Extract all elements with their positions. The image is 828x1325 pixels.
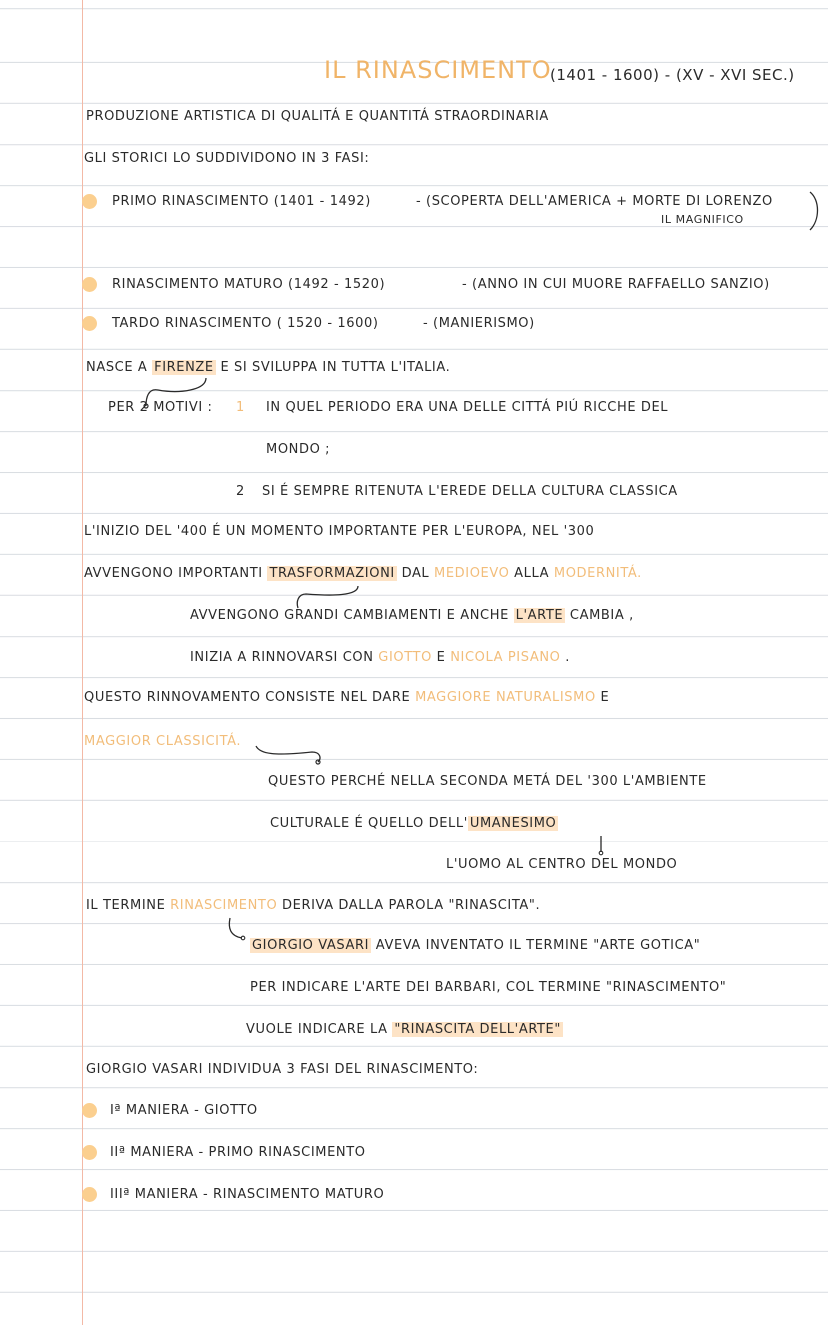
bullet-icon — [82, 316, 97, 331]
intro-line: PRODUZIONE ARTISTICA DI QUALITÁ E QUANTITÁ STRAORDINARIA — [86, 109, 549, 124]
curved-arrow-icon — [254, 744, 334, 772]
vasari-highlight: GIORGIO VASARI — [252, 938, 370, 953]
vasari-heading: GIORGIO VASARI INDIVIDUA 3 FASI DEL RINASCIMENTO: — [86, 1062, 479, 1077]
giotto-line — [190, 650, 570, 666]
rinascimento-word: RINASCIMENTO — [170, 898, 278, 913]
phase-note-continued: IL MAGNIFICO — [661, 213, 744, 226]
text-segment: E — [436, 650, 446, 665]
phase-note: - (SCOPERTA DELL'AMERICA + MORTE DI LORENZO — [416, 194, 773, 209]
text-segment: ALLA — [514, 566, 550, 581]
trasformazioni-line — [84, 566, 642, 582]
vasari-line — [250, 938, 700, 954]
text-segment: E SI SVILUPPA IN TUTTA L'ITALIA. — [220, 360, 451, 375]
phase-name: TARDO RINASCIMENTO ( 1520 - 1600) — [112, 316, 379, 331]
bullet-icon — [82, 1187, 97, 1202]
naturalismo-word: MAGGIORE NATURALISMO — [415, 690, 596, 705]
arte-highlight: L'ARTE — [515, 608, 564, 623]
text-segment: INIZIA A RINNOVARSI CON — [190, 650, 374, 665]
motivi-label: PER 2 MOTIVI : — [108, 400, 213, 415]
bullet-icon — [82, 194, 97, 209]
list-item: IIª MANIERA - PRIMO RINASCIMENTO — [110, 1145, 366, 1160]
firenze-line — [86, 360, 450, 376]
text-segment: CAMBIA , — [569, 608, 634, 623]
modernita-word: MODERNITÁ. — [553, 566, 642, 581]
medioevo-word: MEDIOEVO — [434, 566, 510, 581]
bullet-icon — [82, 277, 97, 292]
motivo-text: IN QUEL PERIODO ERA UNA DELLE CITTÁ PIÚ RICCHE DEL — [266, 400, 669, 415]
arrow-down-icon — [596, 834, 606, 856]
motivo-number: 1 — [236, 400, 245, 415]
text-segment: . — [565, 650, 570, 665]
text-segment: CULTURALE É QUELLO DELL' — [270, 816, 468, 831]
bullet-icon — [82, 1145, 97, 1160]
classicita-line: MAGGIOR CLASSICITÁ. — [84, 734, 242, 749]
rinascita-arte-highlight: "RINASCITA DELL'ARTE" — [394, 1022, 561, 1037]
uomo-centro-line: L'UOMO AL CENTRO DEL MONDO — [446, 857, 678, 872]
cambiamenti-line — [190, 608, 634, 624]
bracket-icon — [808, 190, 824, 234]
curved-arrow-icon — [292, 584, 372, 614]
curved-arrow-icon — [226, 916, 250, 946]
list-item: Iª MANIERA - GIOTTO — [110, 1103, 258, 1118]
umanesimo-highlight: UMANESIMO — [469, 816, 557, 831]
phase-name: RINASCIMENTO MATURO (1492 - 1520) — [112, 277, 386, 292]
motivo-text-continued: MONDO ; — [266, 442, 331, 457]
phases-intro: GLI STORICI LO SUDDIVIDONO IN 3 FASI: — [84, 151, 370, 166]
text-segment: AVVENGONO IMPORTANTI — [84, 566, 263, 581]
list-item: IIIª MANIERA - RINASCIMENTO MATURO — [110, 1187, 385, 1202]
text-segment: DERIVA DALLA PAROLA "RINASCITA". — [282, 898, 541, 913]
title-dates: (1401 - 1600) - (XV - XVI SEC.) — [550, 66, 795, 84]
termine-line — [86, 898, 540, 914]
umanesimo-line — [270, 816, 558, 832]
phase-name: PRIMO RINASCIMENTO (1401 - 1492) — [112, 194, 371, 209]
trasformazioni-highlight: TRASFORMAZIONI — [269, 566, 395, 581]
bullet-icon — [82, 1103, 97, 1118]
text-segment: IL TERMINE — [86, 898, 166, 913]
text-segment: NASCE A — [86, 360, 148, 375]
text-segment: AVEVA INVENTATO IL TERMINE "ARTE GOTICA" — [375, 938, 701, 953]
text-segment: QUESTO RINNOVAMENTO CONSISTE NEL DARE — [84, 690, 411, 705]
rinnovamento-line — [84, 690, 609, 706]
inizio-line: L'INIZIO DEL '400 É UN MOMENTO IMPORTANTE PER L'EUROPA, NEL '300 — [84, 524, 595, 539]
motivo-text: SI É SEMPRE RITENUTA L'EREDE DELLA CULTURA CLASSICA — [262, 484, 678, 499]
rinascita-arte-line — [246, 1022, 563, 1038]
curved-arrow-icon — [140, 376, 220, 416]
text-segment: E — [600, 690, 610, 705]
giotto-word: GIOTTO — [378, 650, 432, 665]
nicola-pisano-word: NICOLA PISANO — [450, 650, 561, 665]
firenze-highlight: FIRENZE — [154, 360, 214, 375]
phase-note: - (ANNO IN CUI MUORE RAFFAELLO SANZIO) — [462, 277, 770, 292]
barbari-line: PER INDICARE L'ARTE DEI BARBARI, COL TERMINE "RINASCIMENTO" — [250, 980, 727, 995]
phase-note: - (MANIERISMO) — [423, 316, 535, 331]
perche-line: QUESTO PERCHÉ NELLA SECONDA METÁ DEL '300 L'AMBIENTE — [268, 774, 707, 789]
motivo-number: 2 — [236, 484, 245, 499]
text-segment: VUOLE INDICARE LA — [246, 1022, 388, 1037]
text-segment: AVVENGONO GRANDI CAMBIAMENTI E ANCHE — [190, 608, 509, 623]
page-title: IL RINASCIMENTO — [324, 56, 552, 84]
text-segment: DAL — [401, 566, 430, 581]
